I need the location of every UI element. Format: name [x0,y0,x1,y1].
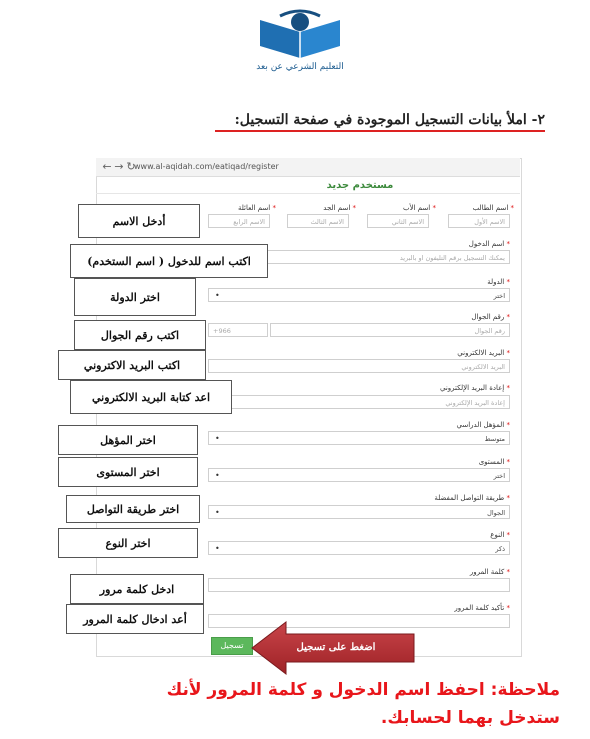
address-bar[interactable]: www.al-aqidah.com/eatiqad/register [134,162,279,171]
father-name-label: * اسم الأب [403,204,436,212]
password-confirm-label: * تأكيد كلمة المرور [454,604,510,612]
dropdown-icon: • [215,291,220,300]
annotation-email-repeat: اعد كتابة البريد الالكتروني [70,380,232,414]
annotation-name: أدخل الاسم [78,204,200,238]
family-name-label: * اسم العائلة [237,204,276,212]
login-input[interactable]: يمكنك التسجيل برقم التليفون او بالبريد [208,250,510,264]
dropdown-icon: • [215,434,220,443]
mobile-label: * رقم الجوال [471,313,510,321]
level-select[interactable]: • اختر [208,468,510,482]
email-confirm-input[interactable]: إعادة البريد الإلكتروني [208,395,510,409]
annotation-click-register: اضغط على تسجيل [296,642,376,653]
email-label: * البريد الالكتروني [457,349,510,357]
annotation-mobile: اكتب رقم الجوال [74,320,206,350]
annotation-level: اختر المستوى [58,457,198,487]
qualification-select[interactable]: • متوسط [208,431,510,445]
mobile-input[interactable]: رقم الجوال [270,323,510,337]
password-input[interactable] [208,578,510,592]
grandfather-name-input[interactable]: الاسم الثالث [287,214,349,228]
register-button[interactable]: تسجيل [211,637,253,655]
step-title: ٢- املأ بيانات التسجيل الموجودة في صفحة التسجيل: [234,112,545,128]
gender-select[interactable]: • ذكر [208,541,510,555]
form-title: مستخدم جديد [326,180,394,191]
qualification-label: * المؤهل الدراسي [456,421,510,429]
dropdown-icon: • [215,508,220,517]
annotation-gender: اختر النوع [58,528,198,558]
father-name-input[interactable]: الاسم الثاني [367,214,429,228]
site-logo [240,8,360,88]
gender-label: * النوع [490,531,510,539]
annotation-country: اختر الدولة [74,278,196,316]
bottom-note: ملاحظة: احفظ اسم الدخول و كلمة المرور لأنك ستدخل بهما لحسابك. [166,680,560,728]
email-confirm-label: * إعادة البريد الإلكتروني [440,384,510,392]
contact-label: * طريقة التواصل المفضلة [434,494,510,502]
title-divider [96,193,520,194]
country-label: * الدولة [487,278,510,286]
contact-select[interactable]: • الجوال [208,505,510,519]
family-name-input[interactable]: الاسم الرابع [208,214,270,228]
first-name-input[interactable]: الاسم الأول [448,214,510,228]
annotation-contact: اختر طريقة التواصل [66,495,200,523]
grandfather-name-label: * اسم الجد [323,204,356,212]
country-select[interactable]: • اختر [208,288,510,302]
annotation-email: اكتب البريد الاكتروني [58,350,206,380]
logo-caption: التعليم الشرعي عن بعد [256,62,344,72]
annotation-password-repeat: أعد ادخال كلمة المرور [66,604,204,634]
dropdown-icon: • [215,471,220,480]
email-input[interactable]: البريد الالكتروني [208,359,510,373]
first-name-label: * اسم الطالب [472,204,514,212]
country-code: +966 [208,323,268,337]
back-icon[interactable]: ← [102,160,112,173]
level-label: * المستوى [478,458,510,466]
dropdown-icon: • [215,544,220,553]
annotation-qualification: اختر المؤهل [58,425,198,455]
title-underline [215,130,545,132]
annotation-username: اكتب اسم للدخول ( اسم الستخدم) [70,244,268,278]
password-label: * كلمة المرور [469,568,510,576]
forward-icon[interactable]: → [114,160,124,173]
login-label: * اسم الدخول [468,240,510,248]
reload-icon[interactable]: ↻ [126,160,136,173]
annotation-password: ادخل كلمة مرور [70,574,204,604]
